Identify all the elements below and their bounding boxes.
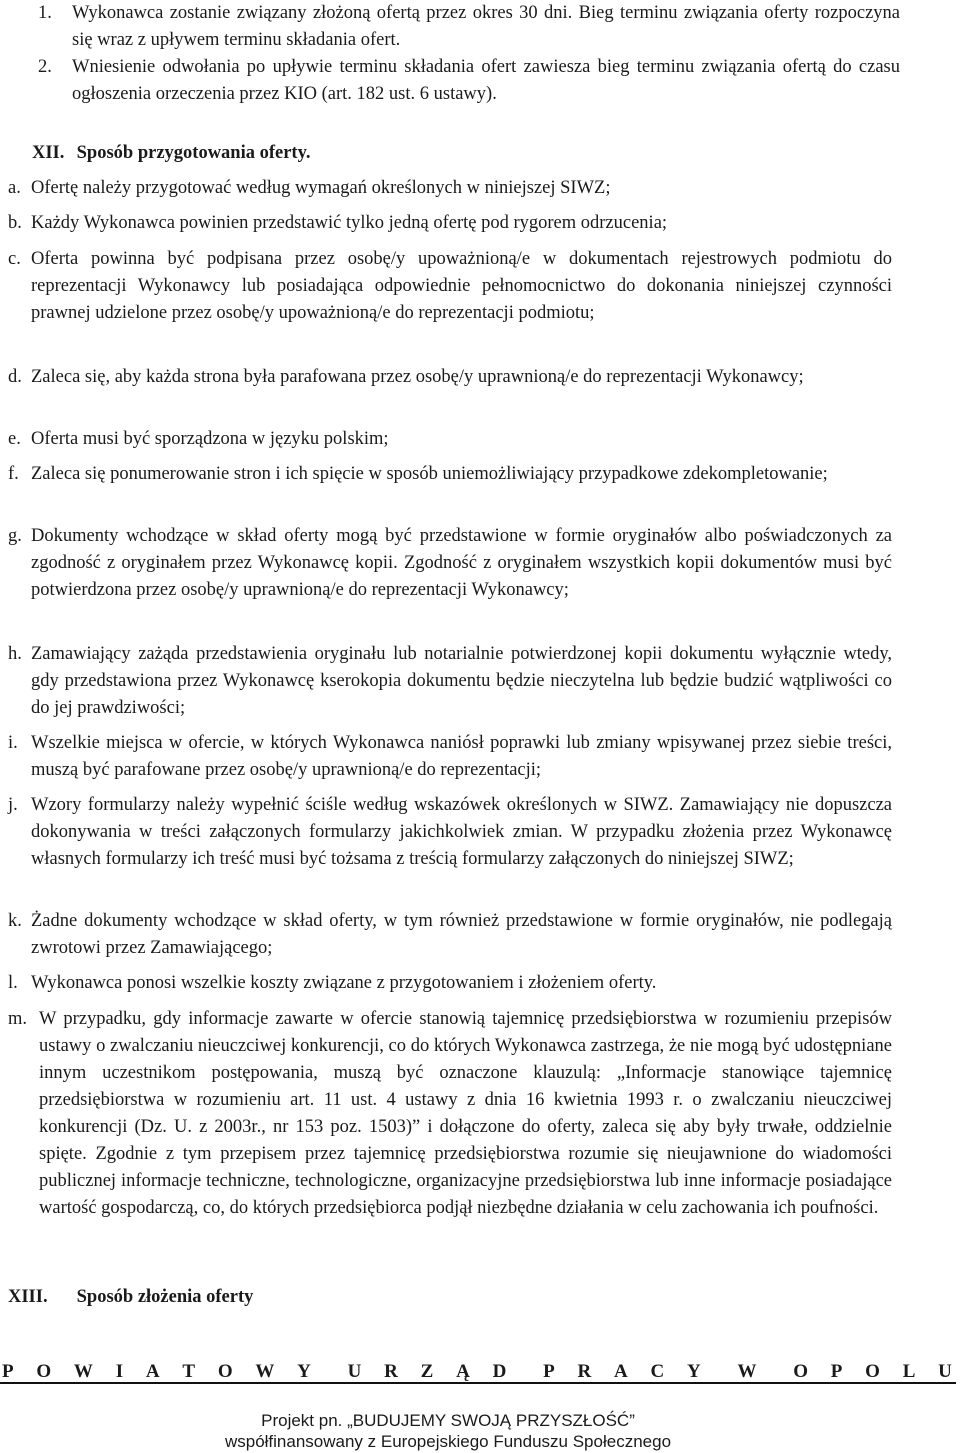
- office-letter: T: [182, 1361, 196, 1382]
- office-letter: Z: [420, 1361, 434, 1382]
- item-letter: h.: [8, 644, 22, 664]
- item-text: Zaleca się, aby każda strona była parafowana przez osobę/y uprawnioną/e do reprezentacji Wykonawcy;: [31, 367, 804, 387]
- item-letter: j.: [8, 795, 18, 815]
- item-letter: g.: [8, 526, 22, 546]
- item-letter: a.: [8, 178, 21, 198]
- office-letter: I: [115, 1361, 124, 1382]
- item-letter: b.: [8, 213, 22, 233]
- item-letter: f.: [8, 464, 19, 484]
- list-item: [8, 523, 892, 604]
- item-text: Dokumenty wchodzące w skład oferty mogą być przedstawione w formie oryginałów albo poświadczonych za zgodność z oryginałem przez Wykonawcę kopii. Zgodność z oryginałem wszystkich kopii dokumentów musi być potwierdzona przez osobę/y uprawnioną/e do reprezentacji Wykonawcy;: [31, 526, 892, 600]
- section-heading: [32, 140, 310, 167]
- item-letter: k.: [8, 911, 22, 931]
- item-number: 2.: [38, 57, 52, 77]
- office-letter: A: [613, 1361, 628, 1382]
- item-text: W przypadku, gdy informacje zawarte w ofercie stanowią tajemnicę przedsiębiorstwa w rozumieniu przepisów ustawy o zwalczaniu nieuczciwej konkurencji, co do których Wykonawca zastrzega, że nie mogą być udostępniane innym uczestnikom postępowania, muszą być oznaczone klauzulą: „Informacje stanowiące tajemnicę przedsiębiorstwa w rozumieniu art. 11 ust. 4 ustawy z dnia 16 kwietnia 1993 r. o zwalczaniu nieuczciwej konkurencji (Dz. U. z 2003r., nr 153 poz. 1503)” i dołączone do oferty, zaleca się aby były trwałe, oddzielnie spięte. Zgodnie z tym przepisem przez tajemnicę przedsiębiorstwa rozumie się nieujawnione do wiadomości publicznej informacje techniczne, technologiczne, organizacyjne przedsiębiorstwa lub inne informacje posiadające wartość gospodarczą, co, do których przedsiębiorca podjął niezbędne działania w celu zachowania ich poufności.: [39, 1009, 892, 1218]
- office-letter: P: [2, 1361, 14, 1382]
- list-item: [8, 730, 892, 784]
- office-letter: U: [347, 1361, 362, 1382]
- office-letter: C: [650, 1361, 665, 1382]
- office-letter: R: [577, 1361, 592, 1382]
- office-letter: P: [543, 1361, 555, 1382]
- item-text: Żadne dokumenty wchodzące w skład oferty, w tym również przedstawione w formie oryginałów, nie podlegają zwrotowi przez Zamawiającego;: [31, 911, 892, 958]
- list-item: [8, 792, 892, 873]
- office-letter: W: [255, 1361, 275, 1382]
- office-letter: P: [830, 1361, 843, 1382]
- item-letter: d.: [8, 367, 22, 387]
- list-item: [8, 175, 892, 202]
- item-letter: e.: [8, 429, 21, 449]
- section-number: XII.: [32, 143, 65, 163]
- list-item: [8, 461, 892, 488]
- item-text: Oferta musi być sporządzona w języku polskim;: [31, 429, 389, 449]
- list-item: [8, 970, 892, 997]
- office-letter: Y: [686, 1361, 701, 1382]
- item-text: Wykonawca zostanie związany złożoną ofertą przez okres 30 dni. Bieg terminu związania oferty rozpoczyna się wraz z upływem terminu składania ofert.: [72, 3, 900, 50]
- office-letter: U: [938, 1361, 952, 1382]
- office-letter: O: [217, 1361, 233, 1382]
- office-letter: Y: [297, 1361, 311, 1382]
- list-item: [8, 1006, 892, 1222]
- item-text: Każdy Wykonawca powinien przedstawić tylko jedną ofertę pod rygorem odrzucenia;: [31, 213, 668, 233]
- office-letter: D: [492, 1361, 507, 1382]
- item-text: Wykonawca ponosi wszelkie koszty związane z przygotowaniem i złożeniem oferty.: [31, 973, 657, 993]
- section-title: Sposób złożenia oferty: [76, 1287, 254, 1307]
- office-letter: A: [145, 1361, 160, 1382]
- section-title: Sposób przygotowania oferty.: [76, 143, 311, 163]
- office-letter: O: [793, 1361, 808, 1382]
- list-item: [8, 246, 892, 327]
- office-letter: W: [737, 1361, 757, 1382]
- list-item: [38, 54, 900, 108]
- item-letter: l.: [8, 973, 18, 993]
- section-number: XIII.: [8, 1287, 48, 1307]
- office-letter: O: [36, 1361, 52, 1382]
- section-heading: [8, 1284, 253, 1311]
- item-number: 1.: [38, 3, 52, 23]
- item-letter: i.: [8, 733, 18, 753]
- list-item: [8, 426, 892, 453]
- funding-note: współfinansowany z Europejskiego Funduszu Społecznego: [224, 1432, 672, 1451]
- item-text: Wniesienie odwołania po upływie terminu składania ofert zawiesza bieg terminu związania ofertą do czasu ogłoszenia orzeczenia przez KIO (art. 182 ust. 6 ustawy).: [72, 57, 900, 104]
- project-title: Projekt pn. „BUDUJEMY SWOJĄ PRZYSZŁOŚĆ”: [261, 1411, 635, 1430]
- list-item: [8, 641, 892, 722]
- item-text: Oferta powinna być podpisana przez osobę/y upoważnioną/e w dokumentach rejestrowych podmiotu do reprezentacji Wykonawcy lub posiadająca odpowiednie pełnomocnictwo do dokonania niniejszej czynności prawnej udzielone przez osobę/y upoważnioną/e do reprezentacji podmiotu;: [31, 249, 892, 323]
- list-item: [8, 210, 892, 237]
- item-text: Ofertę należy przygotować według wymagań określonych w niniejszej SIWZ;: [31, 178, 611, 198]
- item-text: Wszelkie miejsca w ofercie, w których Wykonawca naniósł poprawki lub zmiany wpisywanej przez siebie treści, muszą być parafowane przez osobę/y uprawnioną/e do reprezentacji;: [31, 733, 892, 780]
- office-name: [2, 1358, 952, 1385]
- office-letter: W: [73, 1361, 93, 1382]
- footer-rule: [0, 1382, 956, 1384]
- office-letter: Ą: [456, 1361, 470, 1382]
- office-letter: L: [902, 1361, 916, 1382]
- office-letter: O: [865, 1361, 880, 1382]
- item-text: Zaleca się ponumerowanie stron i ich spięcie w sposób uniemożliwiający przypadkowe zdekompletowanie;: [31, 464, 828, 484]
- item-letter: m.: [8, 1009, 28, 1029]
- item-letter: c.: [8, 249, 21, 269]
- list-item: [38, 0, 900, 54]
- item-text: Zamawiający zażąda przedstawienia oryginału lub notarialnie potwierdzonej kopii dokumentu wyłącznie wtedy, gdy przedstawiona przez Wykonawcę kserokopia dokumentu będzie nieczytelna lub będzie budzić wątpliwości co do jej prawdziwości;: [31, 644, 892, 718]
- office-letter: R: [384, 1361, 398, 1382]
- item-text: Wzory formularzy należy wypełnić ściśle według wskazówek określonych w SIWZ. Zamawiający nie dopuszcza dokonywania w treści załączonych formularzy jakichkolwiek zmian. W przypadku złożenia przez Wykonawcę własnych formularzy ich treść musi być tożsama z treścią formularzy załączonych do niniejszej SIWZ;: [31, 795, 892, 869]
- list-item: [8, 908, 892, 962]
- list-item: [8, 364, 892, 391]
